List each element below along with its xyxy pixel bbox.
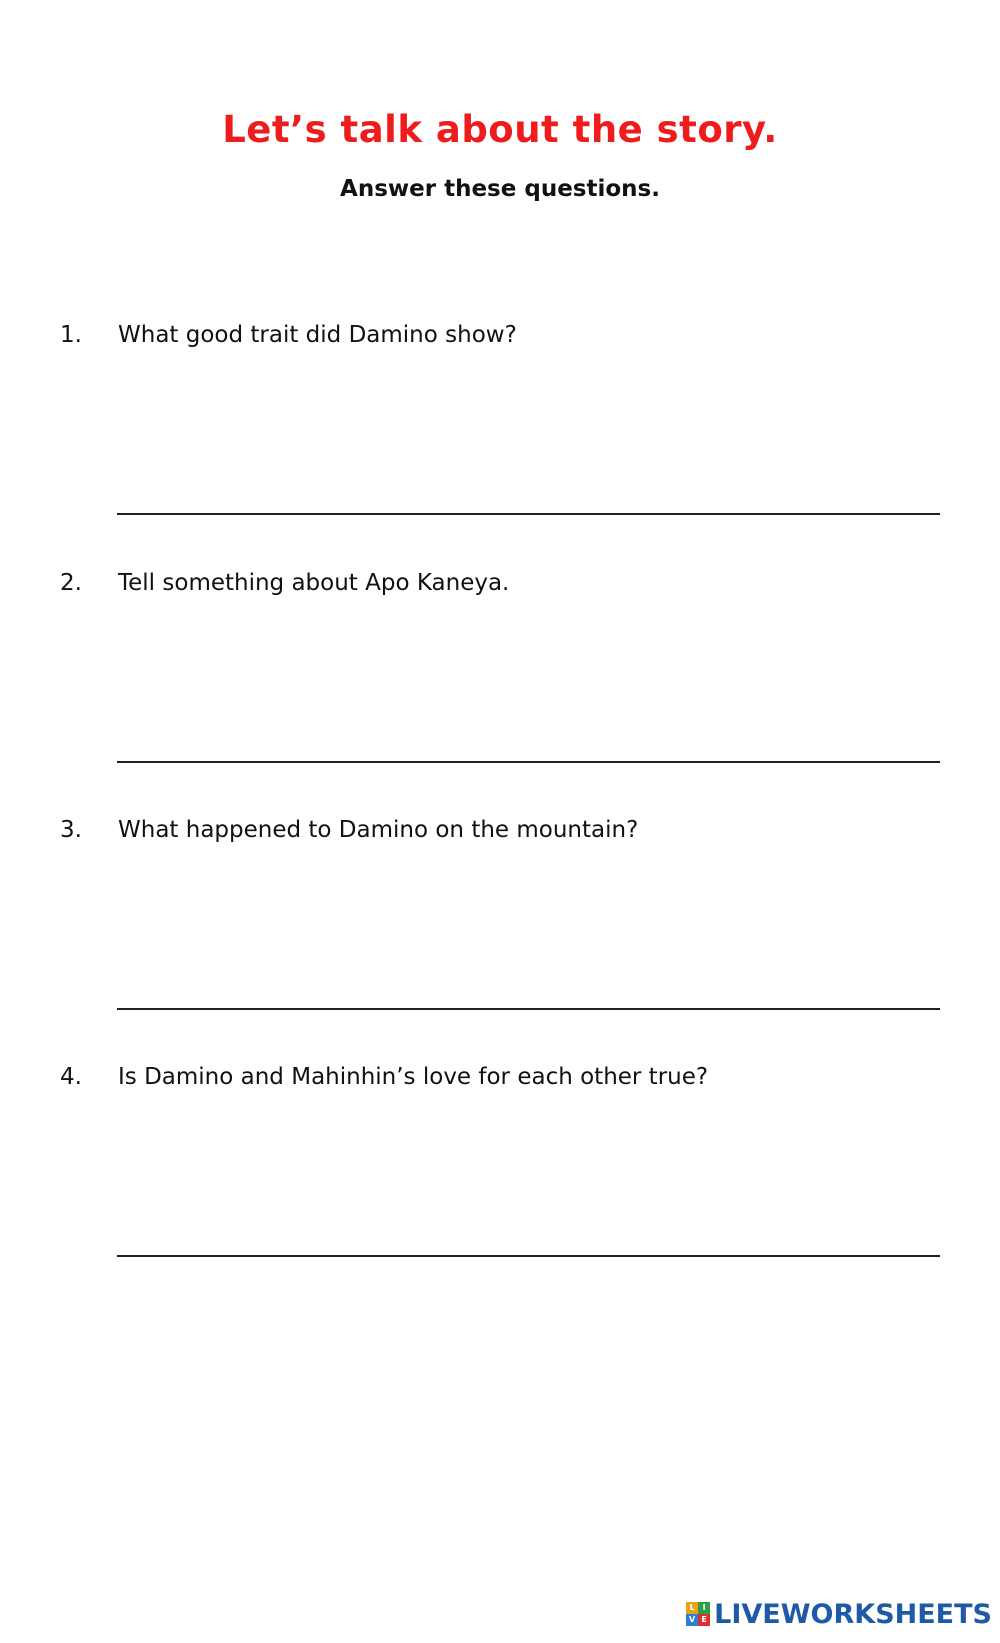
page-title: Let’s talk about the story.	[222, 108, 778, 151]
logo-text: LIVEWORKSHEETS	[714, 1598, 992, 1630]
instructions: Answer these questions.	[340, 176, 660, 202]
question-text: Tell something about Apo Kaneya.	[118, 570, 510, 596]
question-text: What good trait did Damino show?	[118, 322, 517, 348]
question-2	[0, 570, 1000, 606]
liveworksheets-logo	[686, 1599, 992, 1629]
question-number: 2.	[60, 570, 82, 596]
question-number: 3.	[60, 817, 82, 843]
question-number: 4.	[60, 1064, 82, 1090]
liveworksheets-icon: L I V E	[686, 1602, 710, 1626]
question-text: What happened to Damino on the mountain?	[118, 817, 639, 843]
question-text: Is Damino and Mahinhin’s love for each other true?	[118, 1064, 709, 1090]
question-number: 1.	[60, 322, 82, 348]
question-4	[0, 1064, 1000, 1100]
answer-line-1[interactable]	[117, 513, 940, 515]
question-3	[0, 817, 1000, 853]
answer-line-3[interactable]	[117, 1008, 940, 1010]
question-1	[0, 322, 1000, 358]
answer-line-2[interactable]	[117, 761, 940, 763]
answer-line-4[interactable]	[117, 1255, 940, 1257]
